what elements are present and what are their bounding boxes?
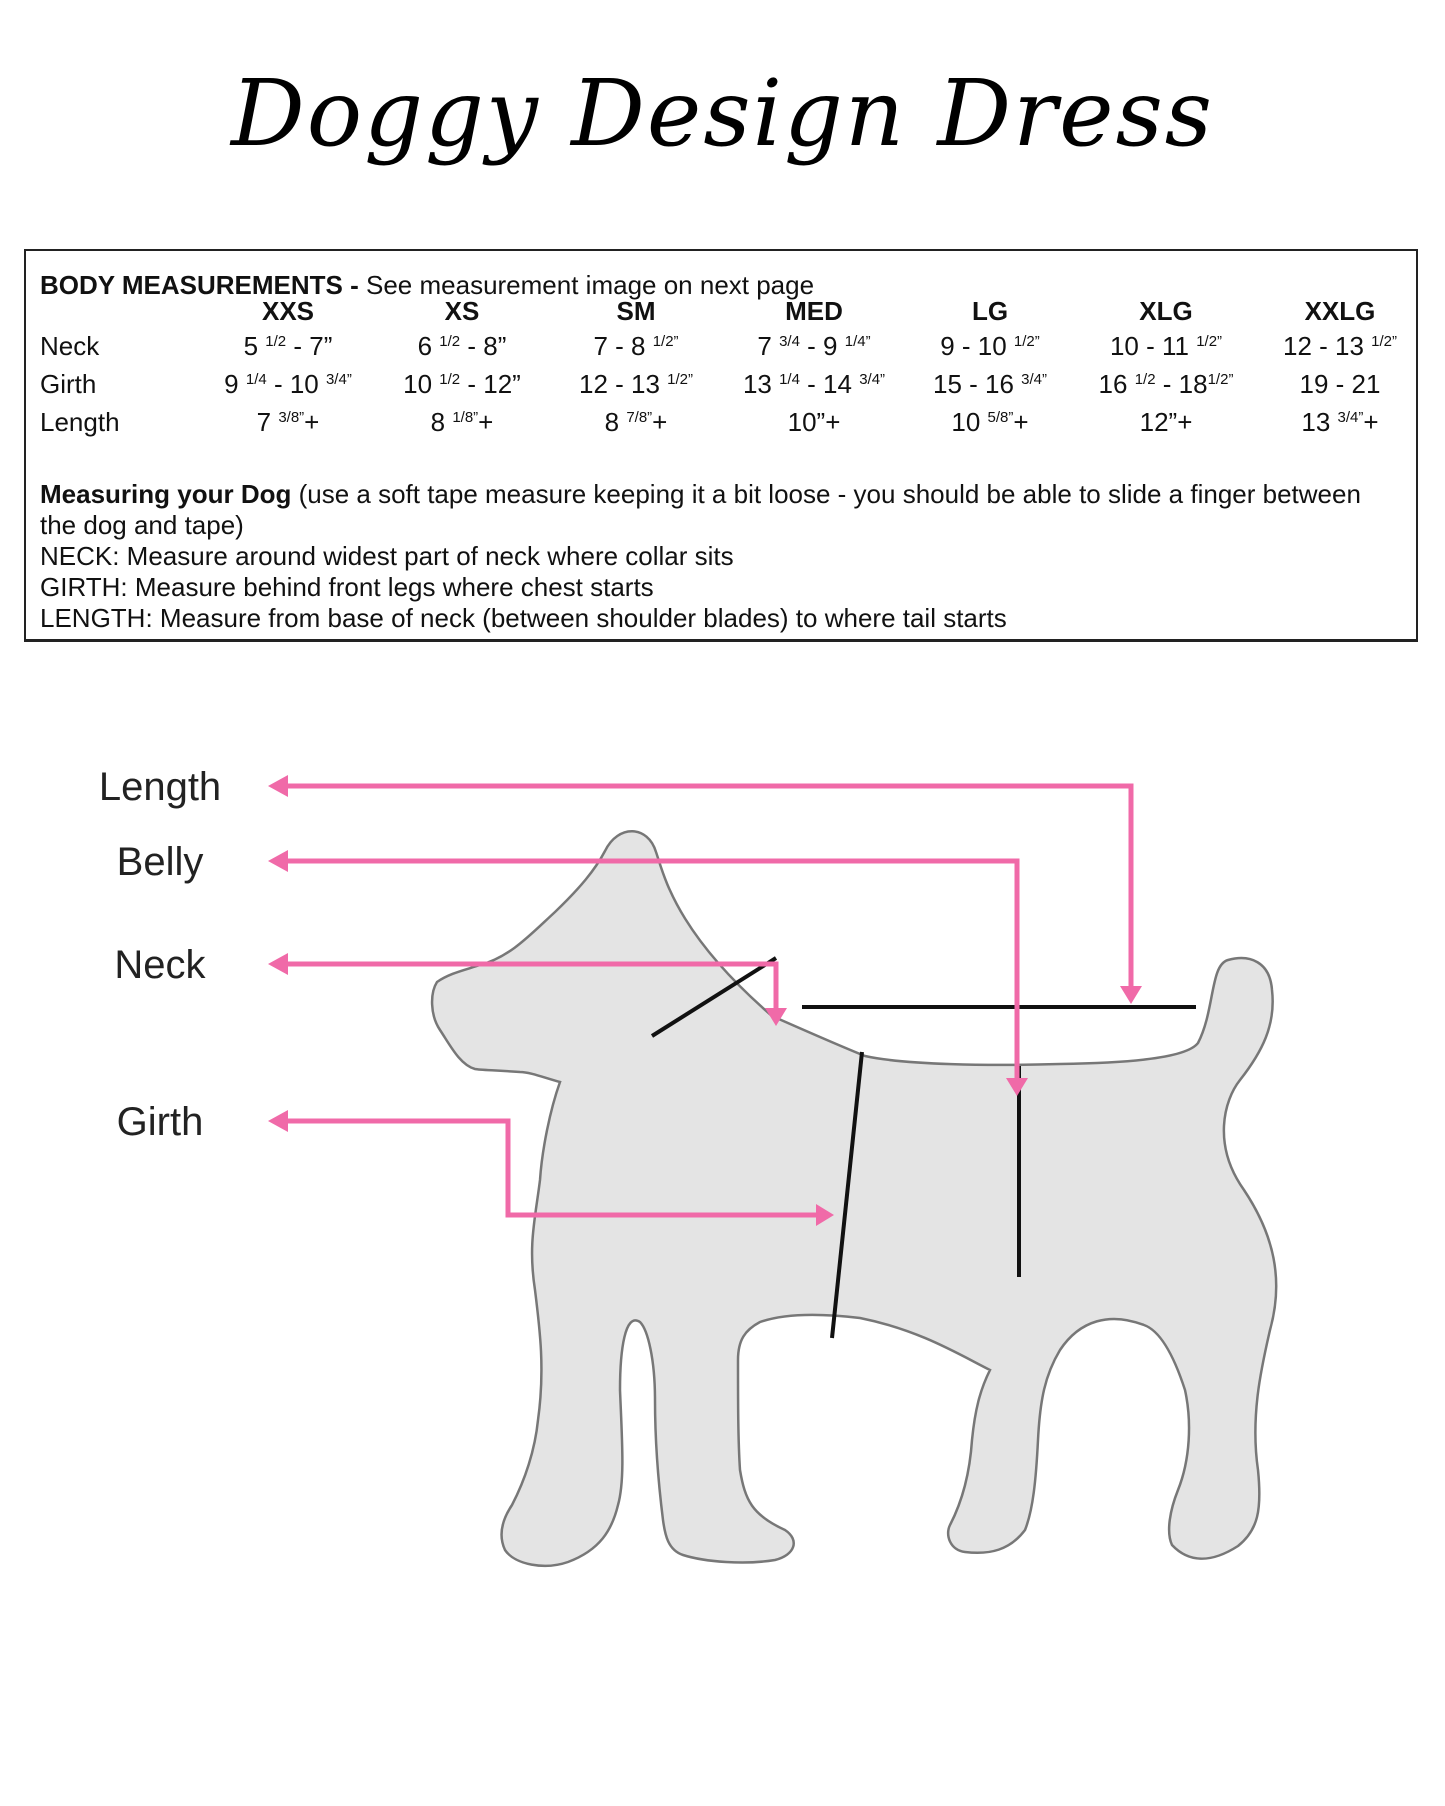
value-part: 16 [1098,369,1135,399]
value-part: + [1013,407,1029,437]
value-part: - 8” [460,331,507,361]
fraction-part: 1/2” [652,333,679,350]
fraction-part: 1/4 [779,371,800,388]
value-part: 8 [604,407,627,437]
value-part: 5 [243,331,266,361]
measuring-note: (use a soft tape measure keeping it a bit loose - you should be able to slide a finger between the dog and tape) [40,479,1361,540]
fraction-part: 5/8” [987,409,1014,426]
value-part: - 12” [460,369,521,399]
size-header: MED [785,296,843,326]
page-title: Doggy Design Dress [231,60,1214,167]
fraction-part: 3/4” [859,371,886,388]
value-part: 7 [757,331,780,361]
measurement-cell [203,407,373,437]
fraction-part: 1/2” [1013,333,1040,350]
dog-measurement-diagram [0,700,1445,1660]
fraction-part: 3/4” [1021,371,1048,388]
fraction-part: 1/2” [1371,333,1398,350]
fraction-part: 1/8” [452,409,479,426]
measurement-cell [1255,369,1425,399]
fraction-part: 3/4” [1337,409,1364,426]
fraction-part: 1/4 [245,371,267,388]
value-part: 10 [403,369,440,399]
value-part: - 9 [799,331,845,361]
measurement-cell [905,369,1075,399]
measurement-cell [551,331,721,361]
fraction-part: 3/4 [779,333,800,350]
measurement-cell [203,369,373,399]
measurement-cell [377,331,547,361]
measuring-bold: Measuring your Dog [40,479,292,509]
girth-arrowhead-left [268,1110,288,1132]
measurement-cell [1255,331,1425,361]
measurement-cell [203,331,373,361]
value-part: 7 [256,407,279,437]
value-part: - 10 [266,369,326,399]
fraction-part: 1/2 [439,333,461,350]
value-part: 8 [430,407,453,437]
fraction-part: 1/2” [1196,333,1223,350]
measurement-cell [1081,369,1251,399]
length-arrowhead-left [268,775,288,797]
value-part: - 7” [286,331,333,361]
value-part: 13 [742,369,780,399]
measurement-cell [551,407,721,437]
fraction-part: 1/2” [667,371,694,388]
measuring-intro [40,479,1400,541]
fraction-part: 7/8” [626,409,653,426]
value-part: 10 - 11 [1109,331,1197,361]
row-label: Length [40,407,120,437]
value-part: + [478,407,494,437]
girth-label: Girth [116,1100,204,1144]
belly-label: Belly [116,840,204,884]
girth-instruction: GIRTH: Measure behind front legs where chest starts [40,572,654,602]
size-header: XS [444,296,480,326]
value-part: - 18 [1155,369,1208,399]
belly-arrowhead-left [268,850,288,872]
fraction-part: 1/2 [439,371,461,388]
value-part: 15 - 16 [932,369,1022,399]
fraction-part: 1/2 [265,333,287,350]
measurement-cell [1081,331,1251,361]
size-header: XXS [261,296,315,326]
measurement-cell [377,369,547,399]
neck-instruction: NECK: Measure around widest part of neck where collar sits [40,541,734,571]
fraction-part: 3/8” [278,409,305,426]
measurement-cell [729,331,899,361]
size-header: XLG [1139,296,1193,326]
size-header: SM [616,296,656,326]
fraction-part: 3/4” [325,371,352,388]
value-part: 10”+ [787,407,841,437]
measuring-instructions [40,479,1400,634]
value-part: 12”+ [1139,407,1193,437]
size-header: XXLG [1304,296,1376,326]
fraction-part: 1/4” [844,333,871,350]
length-label: Length [98,765,222,809]
value-part: 9 - 10 [940,331,1014,361]
value-part: 7 - 8 [593,331,653,361]
size-header: LG [971,296,1009,326]
length-instruction: LENGTH: Measure from base of neck (between shoulder blades) to where tail starts [40,603,1007,633]
dog-body-silhouette [432,831,1276,1566]
value-part: + [1363,407,1379,437]
neck-label: Neck [114,943,206,987]
value-part: 12 - 13 [1282,331,1372,361]
value-part: 12 - 13 [578,369,668,399]
measurement-cell [729,369,899,399]
length-arrowhead-down [1120,986,1142,1004]
measurements-heading [40,271,814,299]
value-part: 6 [417,331,440,361]
heading-bold: BODY MEASUREMENTS - [40,270,359,300]
value-part: 19 - 21 [1299,369,1381,399]
neck-arrowhead-left [268,953,288,975]
measurement-cell [729,407,899,437]
row-label: Girth [40,369,97,399]
measurement-cell [905,331,1075,361]
value-part: 9 [224,369,246,399]
heading-note: See measurement image on next page [358,270,815,300]
value-part: 13 [1301,407,1338,437]
value-part: + [304,407,320,437]
measurement-cell [1255,407,1425,437]
fraction-part: 1/2” [1207,371,1234,388]
measurements-chart [24,249,1418,642]
measurement-cell [551,369,721,399]
value-part: + [652,407,668,437]
measurement-cell [905,407,1075,437]
row-label: Neck [40,331,100,361]
measurement-cell [1081,407,1251,437]
fraction-part: 1/2 [1134,371,1156,388]
value-part: 10 [951,407,988,437]
measurement-cell [377,407,547,437]
value-part: - 14 [799,369,860,399]
